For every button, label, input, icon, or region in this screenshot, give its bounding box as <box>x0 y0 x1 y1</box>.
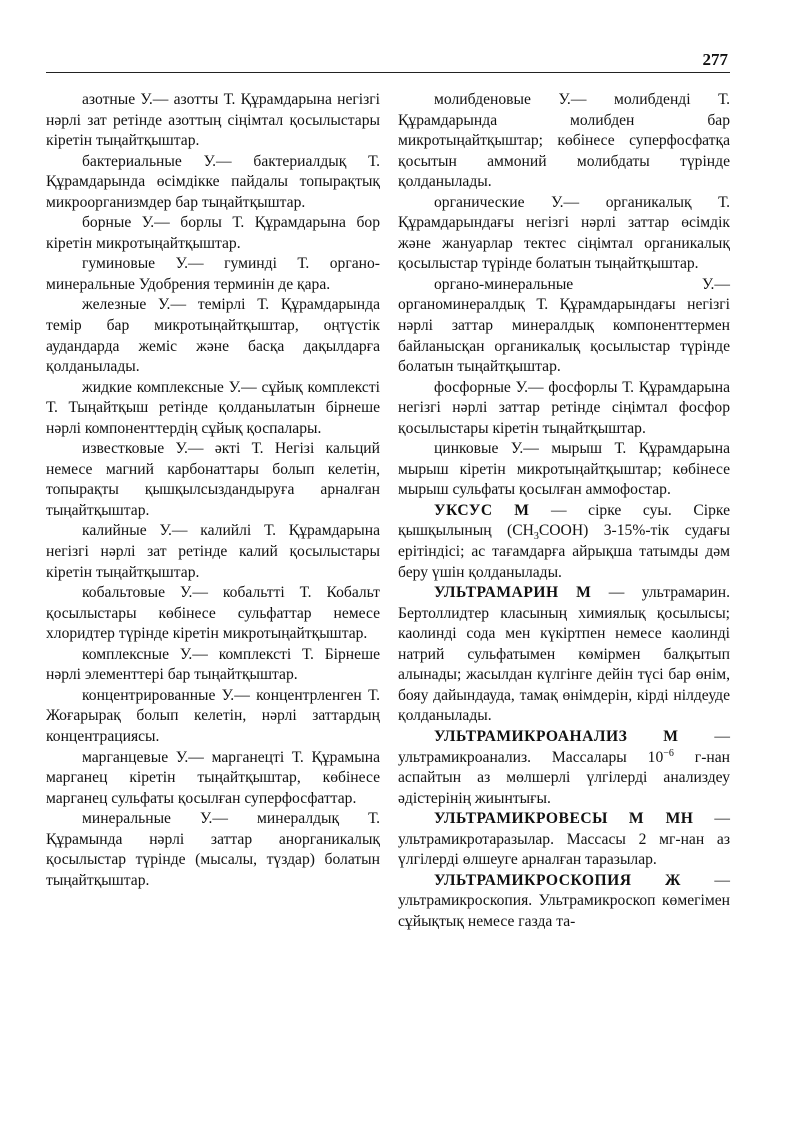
subscript: 3 <box>533 531 539 543</box>
definition-part: — сірке суы. Сірке қышқылының (CH <box>398 501 730 540</box>
dictionary-entry: комплексные У.— комплексті Т. Бірнеше нәрлі элементтері бар тыңайтқыштар. <box>46 645 380 684</box>
dictionary-entry: концентрированные У.— концентрленген Т. Жоғарырақ болып келетін, нәрлі заттардың концентрациясы. <box>46 686 380 745</box>
headword-entry-ultramikroanaliz <box>398 727 730 809</box>
headword: УЛЬТРАМИКРОСКОПИЯ <box>434 871 632 889</box>
right-column <box>398 90 730 932</box>
headword-entry-ultramarin <box>398 583 730 727</box>
page-number: 277 <box>702 50 728 69</box>
dictionary-entry: кобальтовые У.— кобальтті Т. Кобальт қосылыстары көбінесе сульфаттар немесе хлоридтер түрінде кіретін микротыңайтқыштар. <box>46 584 380 643</box>
headword-entry-uksus <box>398 501 730 583</box>
dictionary-entry: органо-минеральные У.— органоминералдық Т. Құрамдарындағы негізгі нәрлі заттар минералдық компоненттермен байланысқан органикалық қосылыстар түрінде болатын тыңайтқыштар. <box>398 275 730 376</box>
dictionary-entry: бактериальные У.— бактериалдық Т. Құрамдарында өсімдікке пайдалы топырақтық микроорганизмдер бар тыңайтқыштар. <box>46 152 380 211</box>
dictionary-entry: азотные У.— азотты Т. Құрамдарына негізгі нәрлі зат ретінде азоттың сіңімтал қосылыстары кіретін тыңайтқыштар. <box>46 91 380 150</box>
dictionary-entry: гуминовые У.— гуминді Т. органо-минеральные Удобрения терминін де қара. <box>46 255 380 293</box>
definition-part: г-нан аспайтын аз мөлшерлі үлгілерді анализдеу әдістерінің жиынтығы. <box>398 748 730 807</box>
definition-part: — ультрамикроанализ. Массалары 10 <box>398 727 730 766</box>
gender-mark: Ж <box>665 871 681 889</box>
dictionary-entry: фосфорные У.— фосфорлы Т. Құрамдарына негізгі нәрлі заттар ретінде сіңімтал фосфор қосылыстары кіретін тыңайтқыштар. <box>398 378 730 437</box>
gender-mark: М <box>514 501 530 519</box>
left-column <box>46 90 380 891</box>
dictionary-entry: органические У.— органикалық Т. Құрамдарындағы негізгі нәрлі заттар өсімдік және жануарлар тектес сіңімтал органикалық қосылыстар түрінде болатын тыңайтқыштар. <box>398 193 730 273</box>
headword: УКСУС <box>434 501 493 519</box>
gender-mark: М <box>663 727 679 745</box>
dictionary-entry: марганцевые У.— марганецті Т. Құрамына марганец кіретін тыңайтқыштар, көбінесе марганец сульфаты қосылған суперфосфаттар. <box>46 748 380 807</box>
headword: УЛЬТРАМАРИН <box>434 584 559 602</box>
dictionary-entry: известковые У.— әкті Т. Негізі кальций немесе магний карбонаттары болып келетін, топырақты қышқылсыздандыруға арналған тыңайтқыштар. <box>46 440 380 519</box>
headword: УЛЬТРАМИКРОАНАЛИЗ <box>434 727 628 745</box>
definition: — ультрамарин. Бертоллидтер класының химиялық қосылысы; каолинді сода мен күкіртпен немесе каолинді натрий сульфатымен көмірмен балқытып алынады; жасылдан күлгінге дейін түсі бар өнім, бояу дайындауда, тамақ өнімдерін, кірді нілдеуде қолданылады. <box>398 584 730 725</box>
dictionary-entry: борные У.— борлы Т. Құрамдарына бор кіретін микротыңайтқыштар. <box>46 214 380 252</box>
dictionary-entry: жидкие комплексные У.— сұйық комплексті Т. Тыңайтқыш ретінде қолданылатын бірнеше нәрлі компоненттердің сұйық қоспалары. <box>46 378 380 437</box>
headword-entry-ultramikroskopiya <box>398 871 730 933</box>
definition: — ультрамикротаразылар. Массасы 2 мг-нан аз үлгілерді өлшеуге арналған таразылар. <box>398 810 730 869</box>
gender-mark: М МН <box>628 810 694 828</box>
headword: УЛЬТРАМИКРОВЕСЫ <box>434 810 608 828</box>
superscript: −6 <box>663 747 674 759</box>
definition-part: COOH) 3-15%-тік судағы ерітіндісі; ас тағамдарға айрықша татымды дәм беру үшін қолданылады. <box>398 522 730 581</box>
gender-mark: М <box>576 584 592 602</box>
page-header <box>46 50 730 73</box>
headword-entry-ultramikrovesy <box>398 809 730 871</box>
dictionary-entry: молибденовые У.— молибденді Т. Құрамдарында молибден бар микротыңайтқыштар; көбінесе суперфосфатқа қосытын аммоний молибдаты түрінде қолданылады. <box>398 91 730 191</box>
dictionary-entry: калийные У.— калийлі Т. Құрамдарына негізгі нәрлі зат ретінде калий қосылыстары кіретін тыңайтқыштар. <box>46 522 380 581</box>
dictionary-entry: цинковые У.— мырыш Т. Құрамдарына мырыш кіретін микротыңайтқыштар; көбінесе мырыш сульфаты қосылған аммофостар. <box>398 440 730 499</box>
definition: — ультрамикроскопия. Ультрамикроскоп көмегімен сұйықтық немесе газда та- <box>398 871 730 930</box>
dictionary-entry: железные У.— темірлі Т. Құрамдарында темір бар микротыңайтқыштар, оңтүстік аудандарда жеміс және басқа дақылдарға қолданылады. <box>46 296 380 376</box>
dictionary-entry: минеральные У.— минералдық Т. Құрамында нәрлі заттар анорганикалық қосылыстар түрінде (мысалы, түздар) болатын тыңайтқыштар. <box>46 810 380 889</box>
